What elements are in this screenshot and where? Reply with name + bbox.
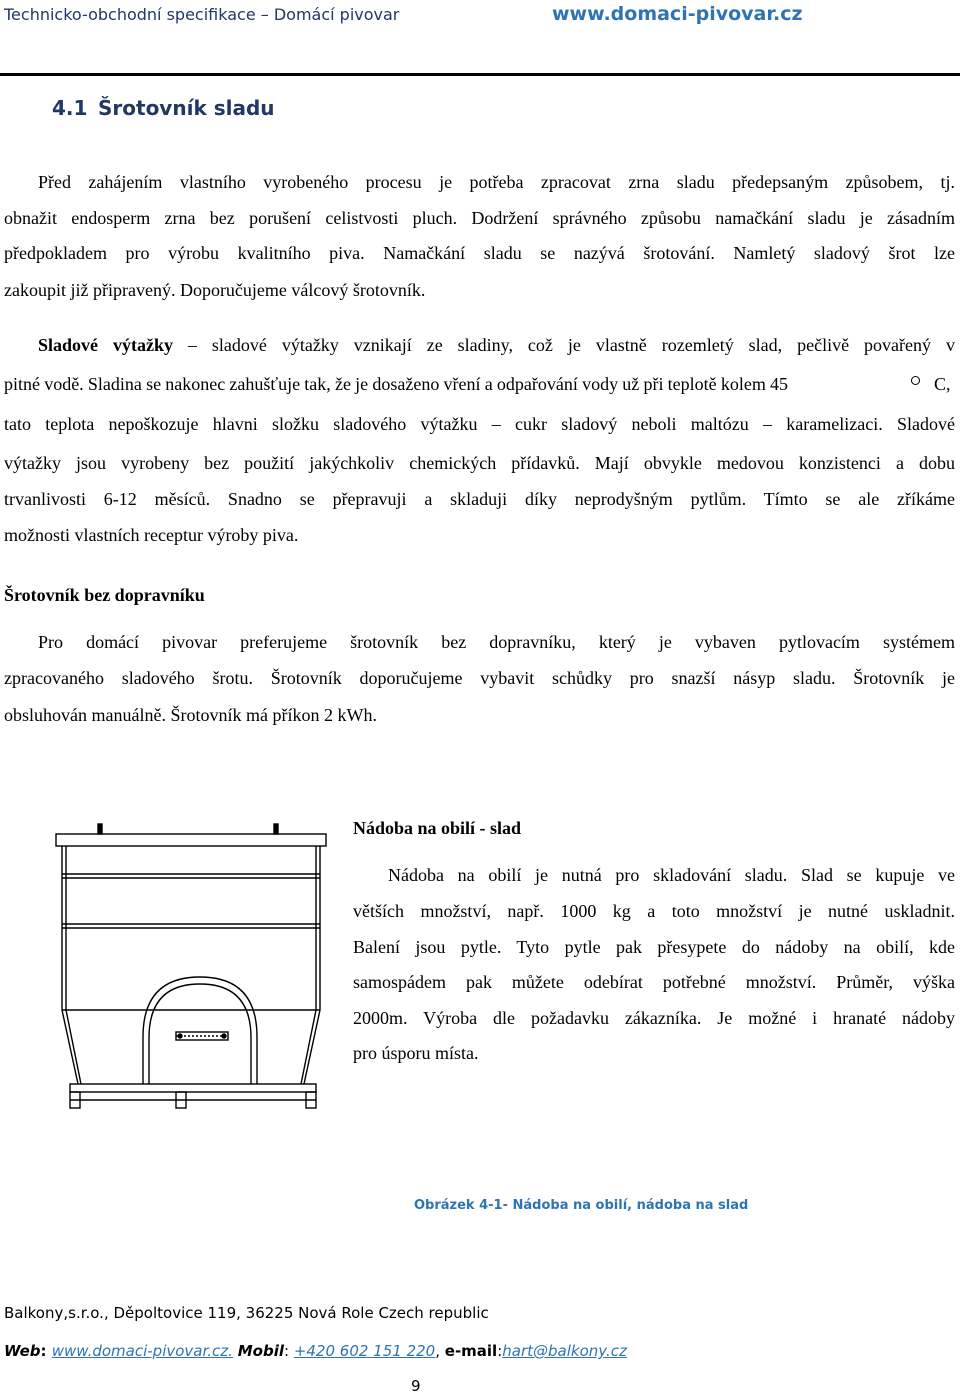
header-divider	[0, 73, 960, 76]
intro-line-1: Před zahájením vlastního vyrobeného procesu je potřeba zpracovat zrna sladu předepsaným způsobem, tj.	[38, 172, 955, 192]
extract-line-1	[38, 335, 955, 355]
intro-line-3: předpokladem pro výrobu kvalitního piva. Namačkání sladu se nazývá šrotování. Namletý sladový šrot lze	[4, 243, 955, 263]
section-number: 4.1	[52, 96, 88, 120]
web-label: Web	[4, 1342, 41, 1360]
section-title: Šrotovník sladu	[98, 96, 275, 120]
container-line-4: samospádem pak můžete odebírat potřebné množství. Průměr, výška	[353, 972, 955, 992]
subsection-line-3: obsluhován manuálně. Šrotovník má příkon 2 kWh.	[4, 705, 377, 725]
section-heading	[52, 96, 275, 120]
extract-line-2b: C,	[934, 374, 951, 394]
container-line-3: Balení jsou pytle. Tyto pytle pak přesypete do nádoby na obilí, kde	[353, 937, 955, 957]
email-link[interactable]: hart@balkony.cz	[502, 1342, 627, 1360]
header-title: Technicko-obchodní specifikace – Domácí pivovar	[4, 5, 400, 24]
extract-line-6: možnosti vlastních receptur výroby piva.	[4, 525, 299, 545]
extract-term: Sladové výtažky	[38, 335, 173, 355]
mobil-link[interactable]: +420 602 151 220	[293, 1342, 436, 1360]
web-link[interactable]: www.domaci-pivovar.cz.	[51, 1342, 233, 1360]
header-site-link[interactable]: www.domaci-pivovar.cz	[552, 3, 803, 25]
container-line-6: pro úsporu místa.	[353, 1043, 479, 1063]
degree-mark	[911, 376, 920, 385]
email-label: e-mail	[444, 1342, 498, 1360]
extract-line-3: tato teplota nepoškozuje hlavni složku sladového výtažku – cukr sladový neboli maltózu – karamelizaci. Sladové	[4, 414, 955, 434]
extract-line1-rest: – sladové výtažky vznikají ze sladiny, což je vlastně rozemletý slad, pečlivě povařený v	[172, 335, 955, 355]
intro-line-2: obnažit endosperm zrna bez porušení celistvosti pluch. Dodržení správného způsobu namačkání sladu je zásadním	[4, 208, 955, 228]
page-number: 9	[411, 1377, 421, 1395]
lid	[56, 834, 326, 846]
extract-line-2a: pitné vodě. Sladina se nakonec zahušťuje tak, že je dosaženo vření a odpařování vody už při teplotě kolem 45	[4, 374, 789, 394]
figure-caption: Obrázek 4-1- Nádoba na obilí, nádoba na slad	[414, 1198, 749, 1213]
intro-line-4: zakoupit již připravený. Doporučujeme válcový šrotovník.	[4, 280, 426, 300]
mobil-label: Mobil	[237, 1342, 284, 1360]
subsection-line-1: Pro domácí pivovar preferujeme šrotovník bez dopravníku, který je vybaven pytlovacím systémem	[38, 632, 955, 652]
footer-contacts: Web: www.domaci-pivovar.cz. Mobil: +420 602 151 220, e-mail:hart@balkony.cz	[4, 1342, 627, 1360]
container-line-5: 2000m. Výroba dle požadavku zákazníka. Je možné i hranaté nádoby	[353, 1008, 955, 1028]
subsection-line-2: zpracovaného sladového šrotu. Šrotovník doporučujeme vybavit schůdky pro snazší násyp sladu. Šrotovník je	[4, 668, 955, 688]
container-title: Nádoba na obilí - slad	[353, 818, 522, 838]
footer-address: Balkony,s.r.o., Děpoltovice 119, 36225 Nová Role Czech republic	[4, 1304, 489, 1322]
extract-line-5: trvanlivosti 6-12 měsíců. Snadno se přepravuji a skladuji díky neprodyšným pytlům. Tímto se ale zříkáme	[4, 489, 955, 509]
grain-container-drawing	[48, 822, 348, 1112]
container-line-2: větších množství, např. 1000 kg a toto množství je nutné uskladnit.	[353, 901, 955, 921]
subsection-title: Šrotovník bez dopravníku	[4, 585, 205, 605]
extract-line-4: výtažky jsou vyrobeny bez použití jakýchkoliv chemických přídavků. Mají obvykle medovou konzistenci a dobu	[4, 453, 955, 473]
container-line-1: Nádoba na obilí je nutná pro skladování sladu. Slad se kupuje ve	[388, 865, 955, 885]
